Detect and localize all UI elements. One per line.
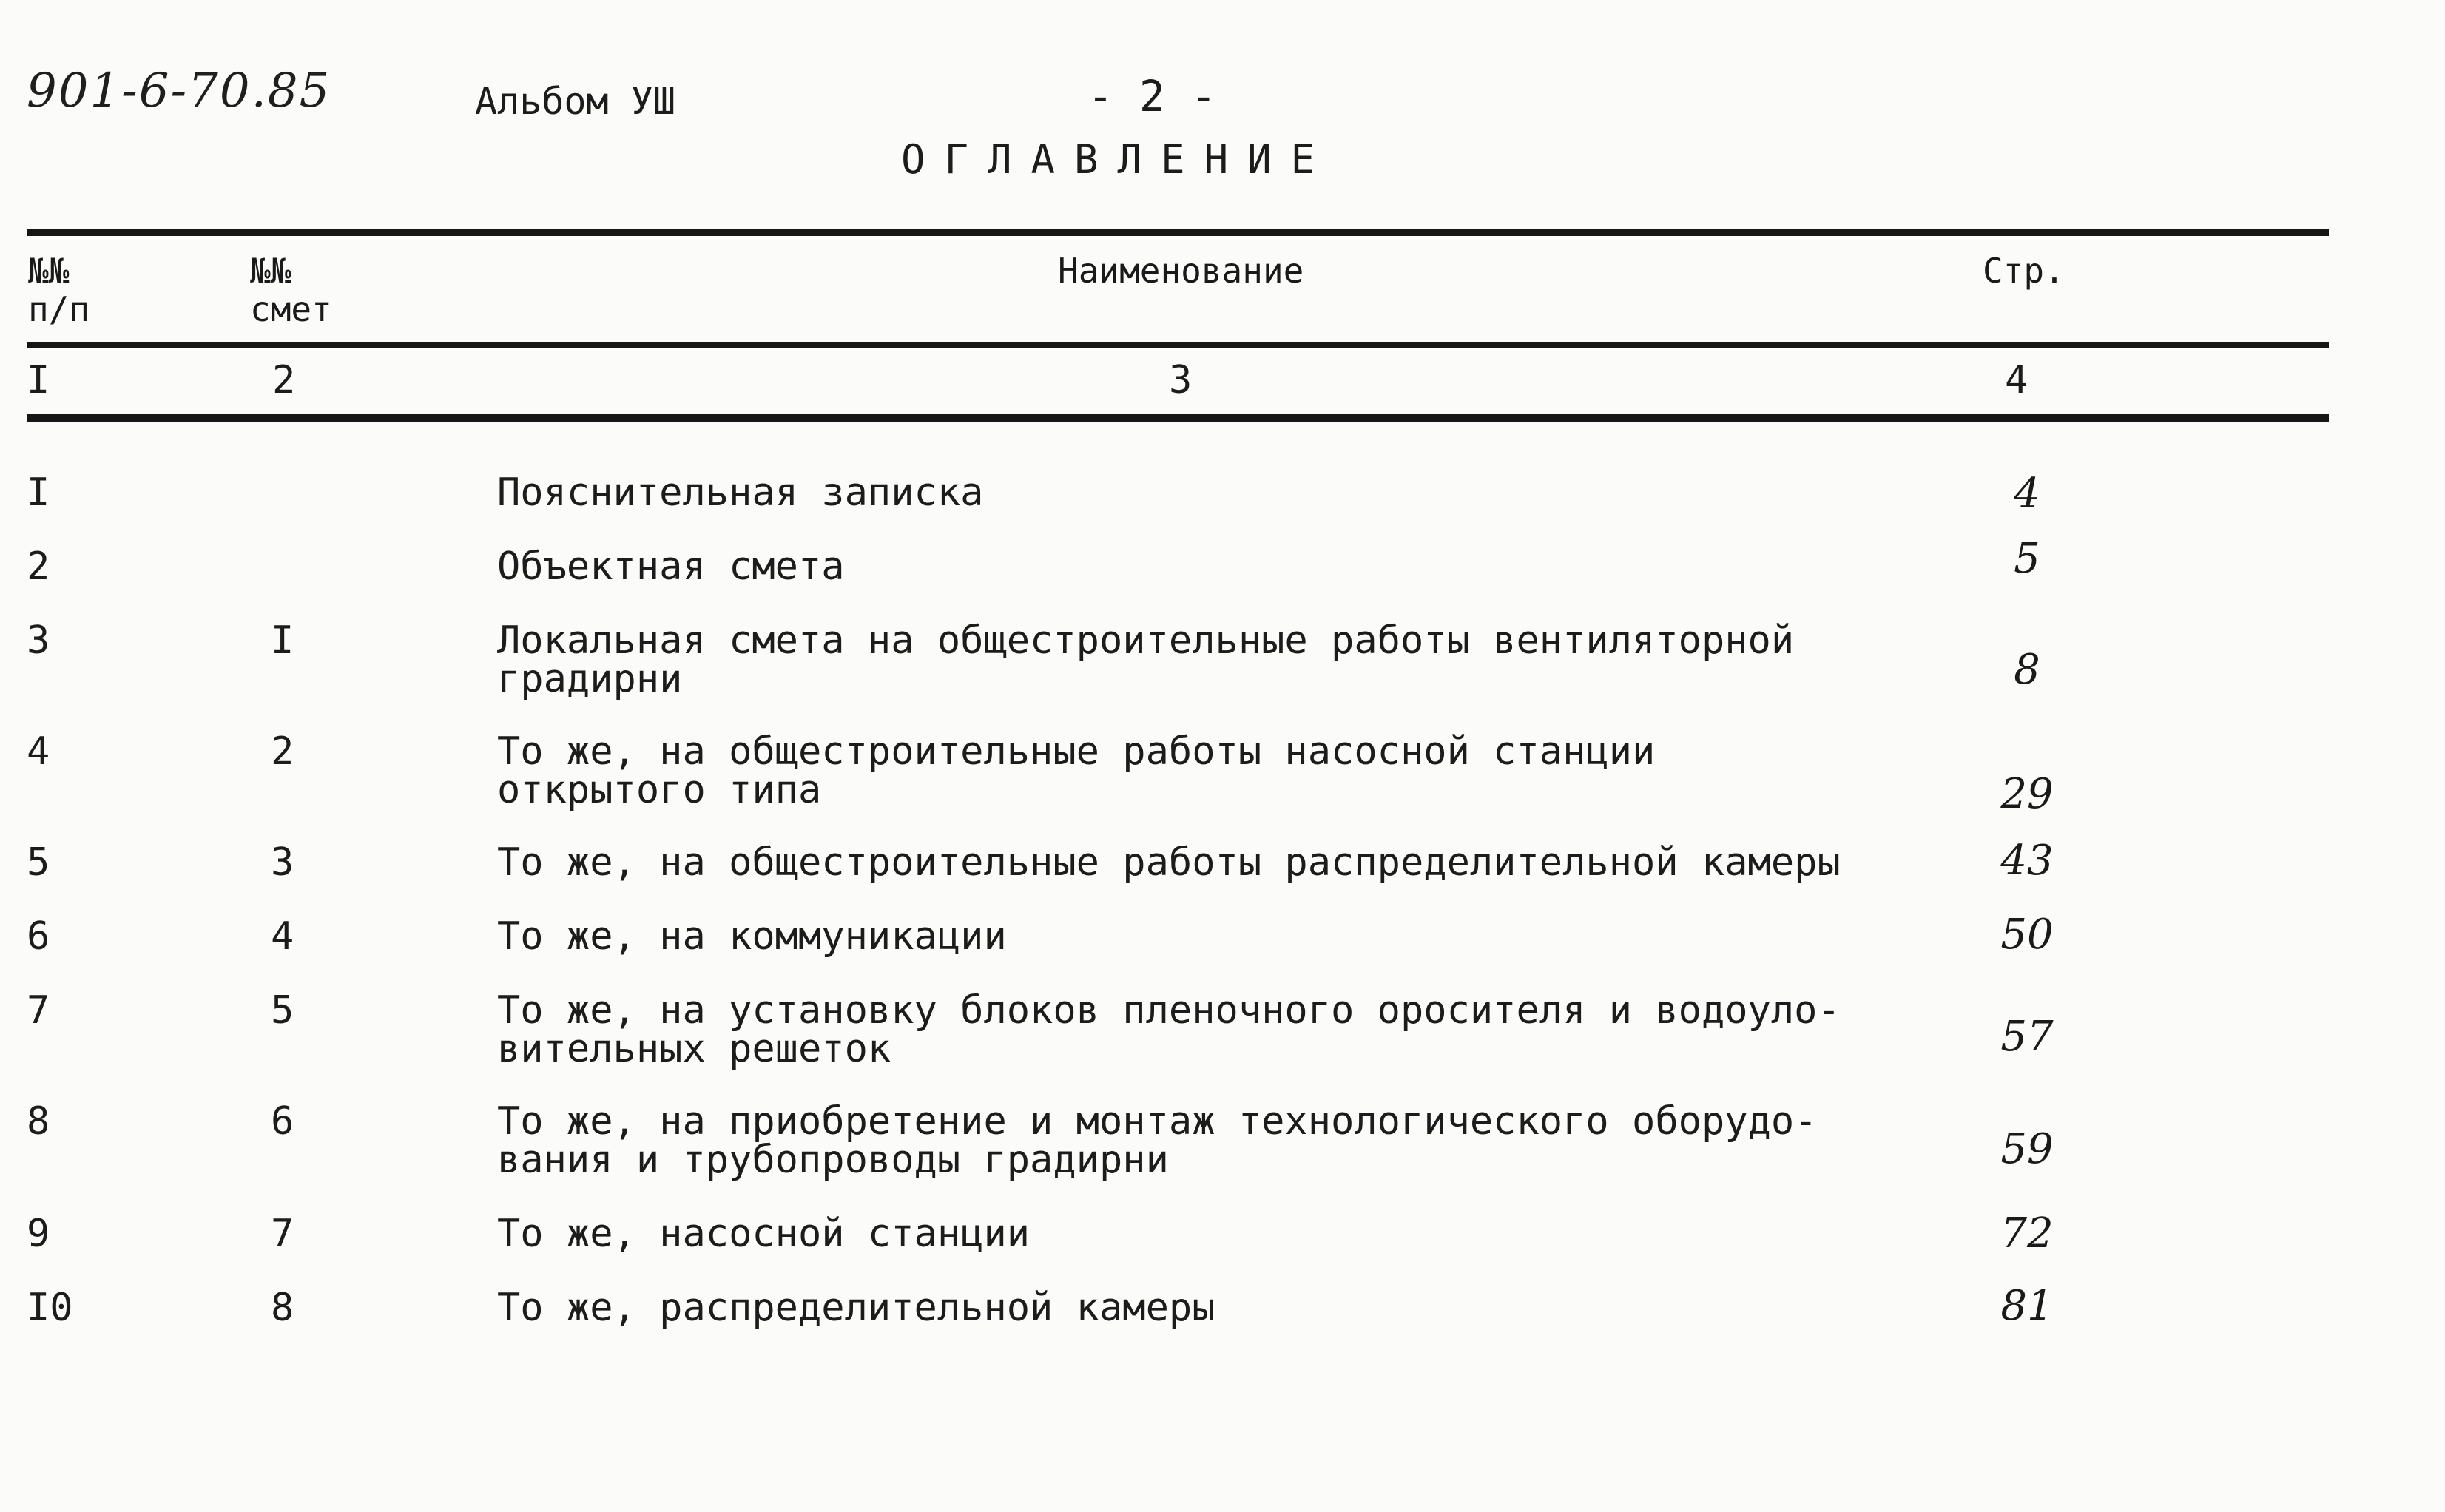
column-header-item-no: [28, 252, 90, 328]
estimate-number: 4: [271, 914, 294, 959]
row-number: 8: [27, 1099, 50, 1144]
column-number: 4: [2005, 358, 2028, 402]
entry-name: То же, на общестроительные работы насосной станции открытого типа: [497, 729, 1656, 812]
page-ref: 72: [2000, 1209, 2054, 1258]
entry-name: То же, распределительной камеры: [497, 1286, 1215, 1330]
row-number: 7: [27, 988, 50, 1033]
table-top-rule: [27, 229, 2329, 236]
column-header-estimate-no: [250, 252, 332, 328]
page-title: ОГЛАВЛЕНИЕ: [901, 136, 1335, 183]
row-number: 5: [27, 840, 50, 885]
estimate-number: 3: [271, 840, 294, 885]
row-number: I0: [27, 1286, 73, 1330]
entry-name: То же, насосной станции: [497, 1212, 1031, 1256]
estimate-number: 6: [271, 1099, 294, 1144]
column-header-line: №№: [250, 251, 291, 291]
entry-name: То же, на приобретение и монтаж технологического оборудо- вания и трубопроводы градирни: [497, 1099, 1818, 1182]
page-ref: 5: [2014, 535, 2040, 583]
page-ref: 81: [2000, 1282, 2054, 1330]
column-header-line: №№: [28, 251, 70, 291]
page-ref: 50: [2000, 911, 2054, 959]
column-header-name: [1058, 252, 1304, 290]
entry-name: Локальная смета на общестроительные работы вентиляторной градирни: [497, 618, 1795, 701]
row-number: 6: [27, 914, 50, 959]
entry-name: То же, на общестроительные работы распределительной камеры: [497, 840, 1841, 885]
estimate-number: 2: [271, 729, 294, 774]
entry-name: То же, на установку блоков пленочного оросителя и водоуло- вительных решеток: [497, 988, 1841, 1071]
page-ref: 57: [2000, 1013, 2054, 1061]
estimate-number: I: [271, 618, 294, 663]
column-header-line: смет: [250, 289, 332, 329]
entry-name: Объектная смета: [497, 544, 845, 589]
page-number: - 2 -: [1087, 71, 1217, 121]
row-number: I: [27, 470, 50, 515]
column-number: 2: [272, 358, 296, 402]
column-header-line: Наименование: [1058, 251, 1304, 291]
page-ref: 4: [2014, 470, 2040, 518]
page-ref: 59: [2000, 1125, 2054, 1173]
document-code: 901-6-70.85: [27, 64, 331, 118]
estimate-number: 8: [271, 1286, 294, 1330]
page-ref: 8: [2014, 646, 2040, 694]
header-divider-rule: [27, 342, 2329, 348]
column-header-page: [1983, 252, 2065, 290]
row-number: 3: [27, 618, 50, 663]
row-number: 9: [27, 1212, 50, 1256]
column-header-line: Стр.: [1983, 251, 2065, 291]
page-ref: 43: [2000, 837, 2054, 885]
entry-name: То же, на коммуникации: [497, 914, 1007, 959]
album-label: Альбом УШ: [475, 80, 675, 123]
column-number: 3: [1169, 358, 1193, 402]
entry-name: Пояснительная записка: [497, 470, 984, 515]
column-header-line: п/п: [28, 289, 90, 329]
row-number: 2: [27, 544, 50, 589]
estimate-number: 7: [271, 1212, 294, 1256]
page-ref: 29: [2000, 770, 2054, 818]
row-number: 4: [27, 729, 50, 774]
table-body-rule: [27, 414, 2329, 422]
column-number: I: [27, 358, 50, 402]
estimate-number: 5: [271, 988, 294, 1033]
